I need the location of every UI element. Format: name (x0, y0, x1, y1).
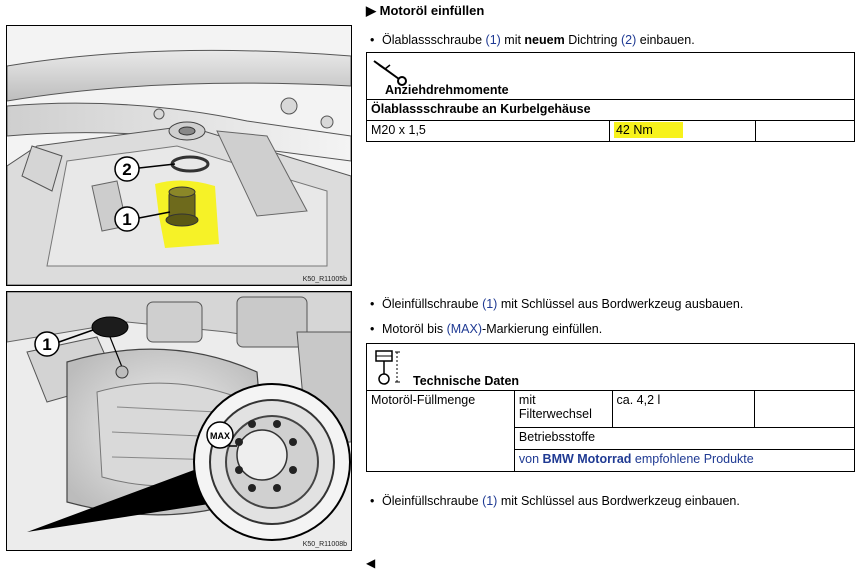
torque-table (366, 52, 855, 142)
max-label: MAX (210, 431, 230, 441)
brand-name: BMW Motorrad (542, 452, 632, 466)
section-heading (366, 3, 484, 19)
step-install-drain-plug: • Ölablassschraube (1) mit neuem Dichtring (2) einbauen. (370, 33, 695, 47)
torque-wrench-icon (371, 57, 411, 87)
recommended-products: von BMW Motorrad empfohlene Produkte (514, 450, 854, 472)
reference-2[interactable]: (2) (621, 33, 637, 47)
reference-1[interactable]: (1) (482, 297, 498, 311)
oil-capacity-condition: mit Filterwechsel (514, 391, 612, 428)
bullet: • (370, 33, 375, 47)
figure-code: K50_R11008b (302, 541, 347, 548)
figure-drain-plug (6, 25, 352, 286)
torque-table-header (367, 53, 855, 100)
reference-max[interactable]: (MAX) (446, 322, 483, 336)
oil-capacity-label: Motoröl-Füllmenge (367, 391, 515, 472)
section-arrow-icon: ▶ (366, 3, 376, 18)
callout-1-label: 1 (122, 210, 132, 229)
bullet: • (370, 322, 375, 336)
torque-extra (755, 121, 854, 142)
technical-data-title: Technische Daten (413, 374, 520, 388)
callout-2-label: 2 (122, 160, 132, 179)
step-install-filler-plug: • Öleinfüllschraube (1) mit Schlüssel aus Bordwerkzeug einbauen. (370, 494, 740, 508)
section-end-icon: ◀ (366, 556, 376, 570)
figure-oil-filler (6, 291, 352, 551)
torque-table-title: Anziehdrehmomente (385, 83, 509, 97)
reference-1[interactable]: (1) (482, 494, 498, 508)
bullet: • (370, 494, 375, 508)
callout-1-label: 1 (42, 335, 52, 354)
torque-value-cell (609, 121, 755, 142)
section-title: Motoröl einfüllen (379, 3, 485, 18)
reference-1[interactable]: (1) (485, 33, 501, 47)
technical-data-header (367, 344, 855, 391)
figure-code: K50_R11005b (302, 276, 347, 283)
torque-table-subheader: Ölablassschraube an Kurbelgehäuse (367, 100, 855, 121)
oil-filler-illustration (7, 292, 351, 550)
bullet: • (370, 297, 375, 311)
technical-data-table (366, 343, 855, 472)
drain-plug-illustration (7, 26, 351, 285)
step-fill-oil: • Motoröl bis (MAX)-Markierung einfüllen. (370, 322, 603, 336)
operating-fluids-label: Betriebsstoffe (514, 428, 854, 450)
torque-value: 42 Nm (614, 122, 683, 138)
oil-capacity-value: ca. 4,2 l (612, 391, 755, 428)
torque-spec: M20 x 1,5 (367, 121, 610, 142)
step-remove-filler-plug: • Öleinfüllschraube (1) mit Schlüssel aus Bordwerkzeug ausbauen. (370, 297, 744, 311)
oil-capacity-extra (755, 391, 855, 428)
technical-data-icon (373, 348, 407, 388)
